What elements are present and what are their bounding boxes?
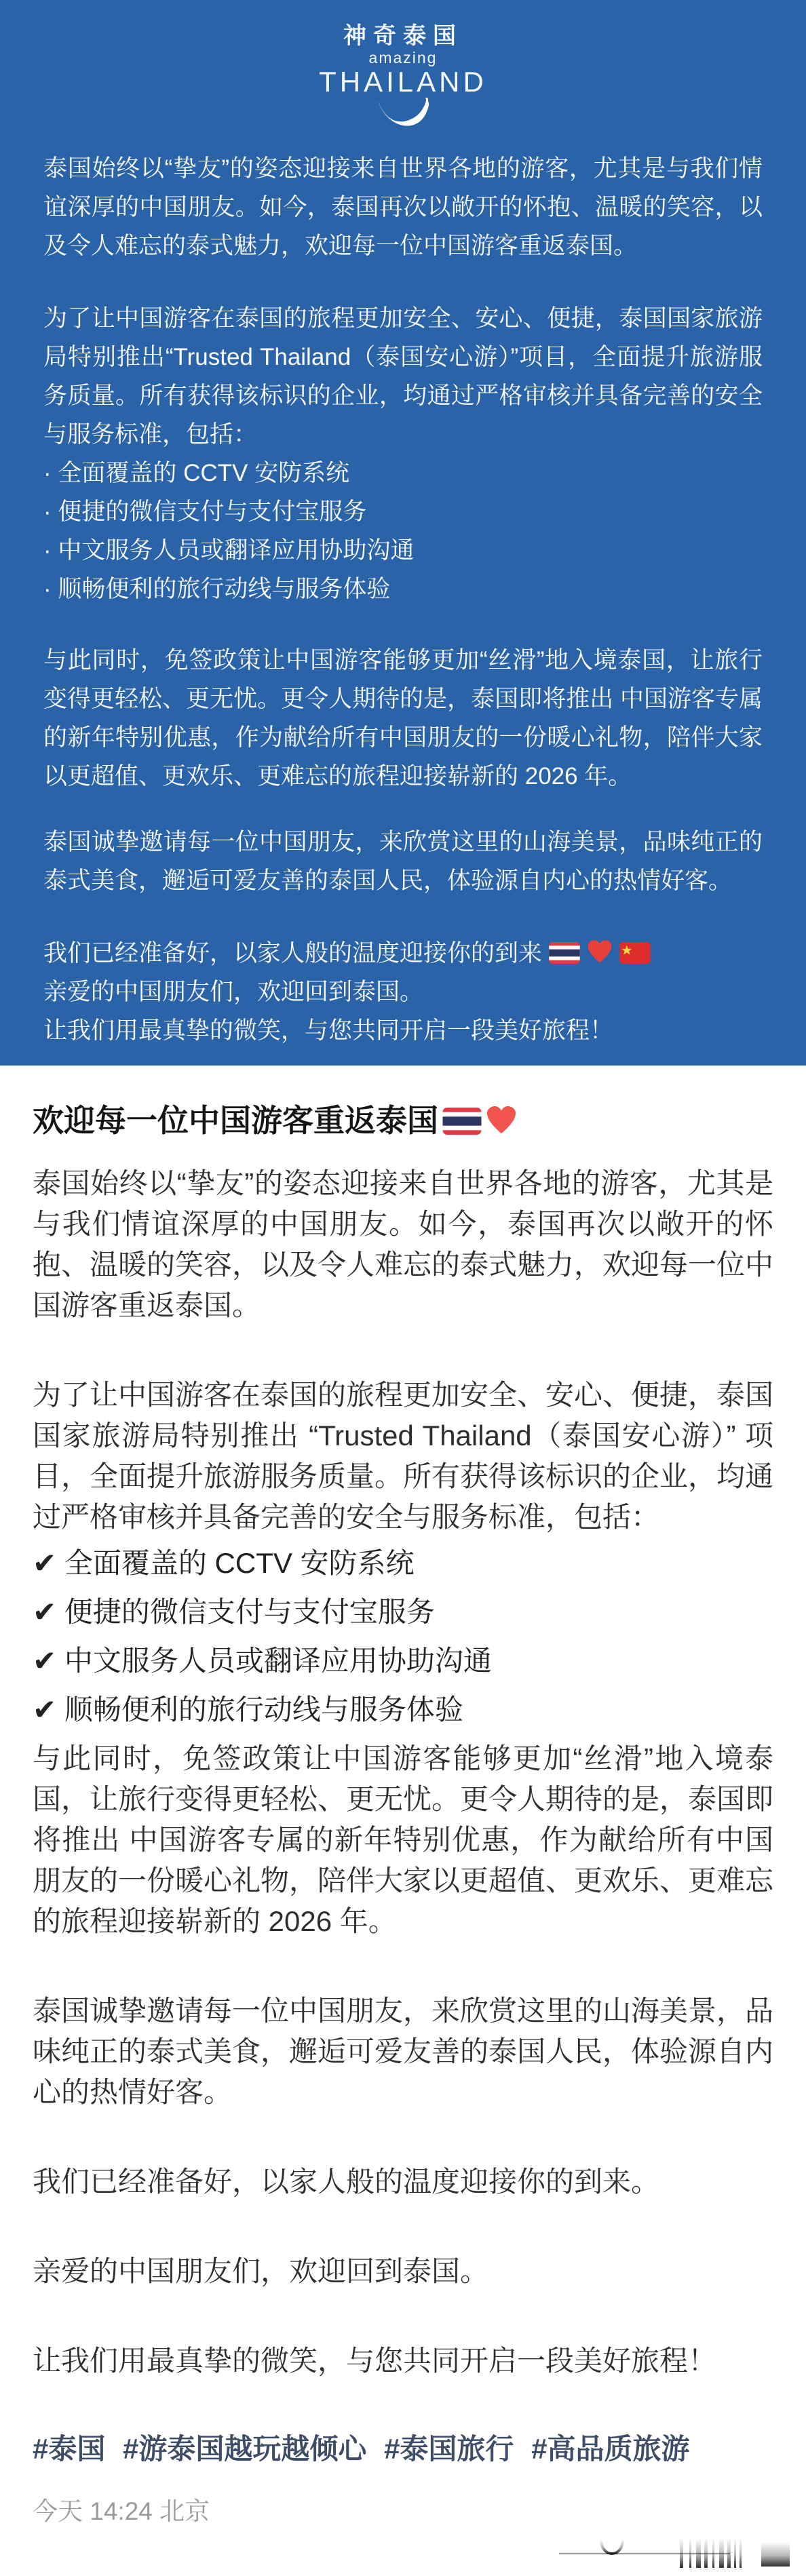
card-bullet-item: · 便捷的微信支付与支付宝服务: [43, 499, 367, 525]
card-bullet-item: · 中文服务人员或翻译应用协助沟通: [43, 537, 415, 564]
card-bullet-item: · 全面覆盖的 CCTV 安防系统: [43, 460, 350, 486]
post-title-text: 欢迎每一位中国游客重返泰国: [33, 1103, 438, 1138]
hashtag-link[interactable]: #高品质旅游: [531, 2433, 690, 2465]
checklist-item: ✔ 全面覆盖的 CCTV 安防系统: [33, 1547, 415, 1579]
post-paragraph: 我们已经准备好，以家人般的温度迎接你的到来。: [33, 2166, 660, 2198]
hashtag-link[interactable]: #泰国: [33, 2433, 106, 2465]
post-paragraph: 让我们用最真挚的微笑，与您共同开启一段美好旅程！: [33, 2345, 717, 2377]
card-closing-line: 让我们用最真挚的微笑，与您共同开启一段美好旅程！: [43, 1017, 614, 1044]
post-paragraph: 亲爱的中国朋友们，欢迎回到泰国。: [33, 2255, 489, 2287]
post-paragraph: 泰国诚挚邀请每一位中国朋友，来欣赏这里的山海美景，品味纯正的泰式美食，邂逅可爱友善的泰国人民，体验源自内心的热情好客。: [33, 1995, 774, 2108]
checklist-item: ✔ 便捷的微信支付与支付宝服务: [33, 1596, 435, 1628]
card-closing-line: [43, 934, 763, 973]
post-image-card[interactable]: [0, 0, 806, 1066]
amazing-thailand-logo: [43, 23, 763, 129]
card-closing-lines: [43, 934, 763, 1050]
card-paragraph: 泰国诚挚邀请每一位中国朋友，来欣赏这里的山海美景，品味纯正的泰式美食，邂逅可爱友善的泰国人民，体验源自内心的热情好客。: [43, 829, 763, 894]
smile-swoosh-icon: [363, 98, 443, 129]
red-heart-icon: [587, 940, 613, 964]
card-paragraph: 为了让中国游客在泰国的旅程更加安全、安心、便捷，泰国国家旅游局特别推出“Trusted Thailand（泰国安心游）”项目，全面提升旅游服务质量。所有获得该标识的企业，均通过严格审核并具备完善的安全与服务标准，包括：: [43, 305, 763, 448]
checklist-item: ✔ 顺畅便利的旅行动线与服务体验: [33, 1694, 463, 1725]
checklist-item: ✔ 中文服务人员或翻译应用协助沟通: [33, 1645, 492, 1677]
hashtag-row: [33, 2430, 773, 2468]
hashtag-link[interactable]: #游泰国越玩越倾心: [123, 2433, 367, 2465]
barcode-artifact: [559, 2534, 790, 2573]
post-text-body: [0, 1066, 806, 2526]
logo-amazing-text: amazing: [368, 49, 438, 66]
post-paragraph: 为了让中国游客在泰国的旅程更加安全、安心、便捷，泰国国家旅游局特别推出 “Trusted Thailand（泰国安心游）” 项目，全面提升旅游服务质量。所有获得该标识的企业，均通过严格审核并具备完善的安全与服务标准，包括：: [33, 1379, 774, 1533]
card-bullet-list: [43, 454, 763, 608]
thailand-flag-icon: [442, 1108, 482, 1135]
card-bullet-item: · 顺畅便利的旅行动线与服务体验: [43, 576, 391, 602]
post-timestamp: 今天 14:24 北京: [33, 2497, 210, 2525]
china-flag-icon: [619, 942, 651, 964]
logo-chinese-text: 神奇泰国: [343, 23, 463, 49]
post-paragraph: 与此同时，免签政策让中国游客能够更加“丝滑”地入境泰国，让旅行变得更轻松、更无忧。更令人期待的是，泰国即将推出 中国游客专属的新年特别优惠，作为献给所有中国朋友的一份暖心礼物，陪伴大家以更超值、更欢乐、更难忘的旅程迎接崭新的 2026 年。: [33, 1742, 774, 1937]
post-paragraph: 泰国始终以“挚友”的姿态迎接来自世界各地的游客，尤其是与我们情谊深厚的中国朋友。如今，泰国再次以敞开的怀抱、温暖的笑容，以及令人难忘的泰式魅力，欢迎每一位中国游客重返泰国。: [33, 1167, 774, 1321]
post-title: [33, 1101, 773, 1140]
hashtag-link[interactable]: #泰国旅行: [384, 2433, 514, 2465]
red-heart-icon: [486, 1106, 517, 1135]
logo-thailand-text: THAILAND: [319, 66, 487, 98]
card-closing-text: 我们已经准备好，以家人般的温度迎接你的到来: [43, 940, 543, 967]
card-paragraph: 与此同时，免签政策让中国游客能够更加“丝滑”地入境泰国，让旅行变得更轻松、更无忧。更令人期待的是，泰国即将推出 中国游客专属的新年特别优惠，作为献给所有中国朋友的一份暖心礼物，陪伴大家以更超值、更欢乐、更难忘的旅程迎接崭新的 2026 年。: [43, 647, 763, 789]
thailand-flag-icon: [549, 942, 580, 964]
card-closing-line: 亲爱的中国朋友们，欢迎回到泰国。: [43, 979, 424, 1005]
card-paragraph: 泰国始终以“挚友”的姿态迎接来自世界各地的游客，尤其是与我们情谊深厚的中国朋友。如今，泰国再次以敞开的怀抱、温暖的笑容，以及令人难忘的泰式魅力，欢迎每一位中国游客重返泰国。: [43, 155, 763, 259]
